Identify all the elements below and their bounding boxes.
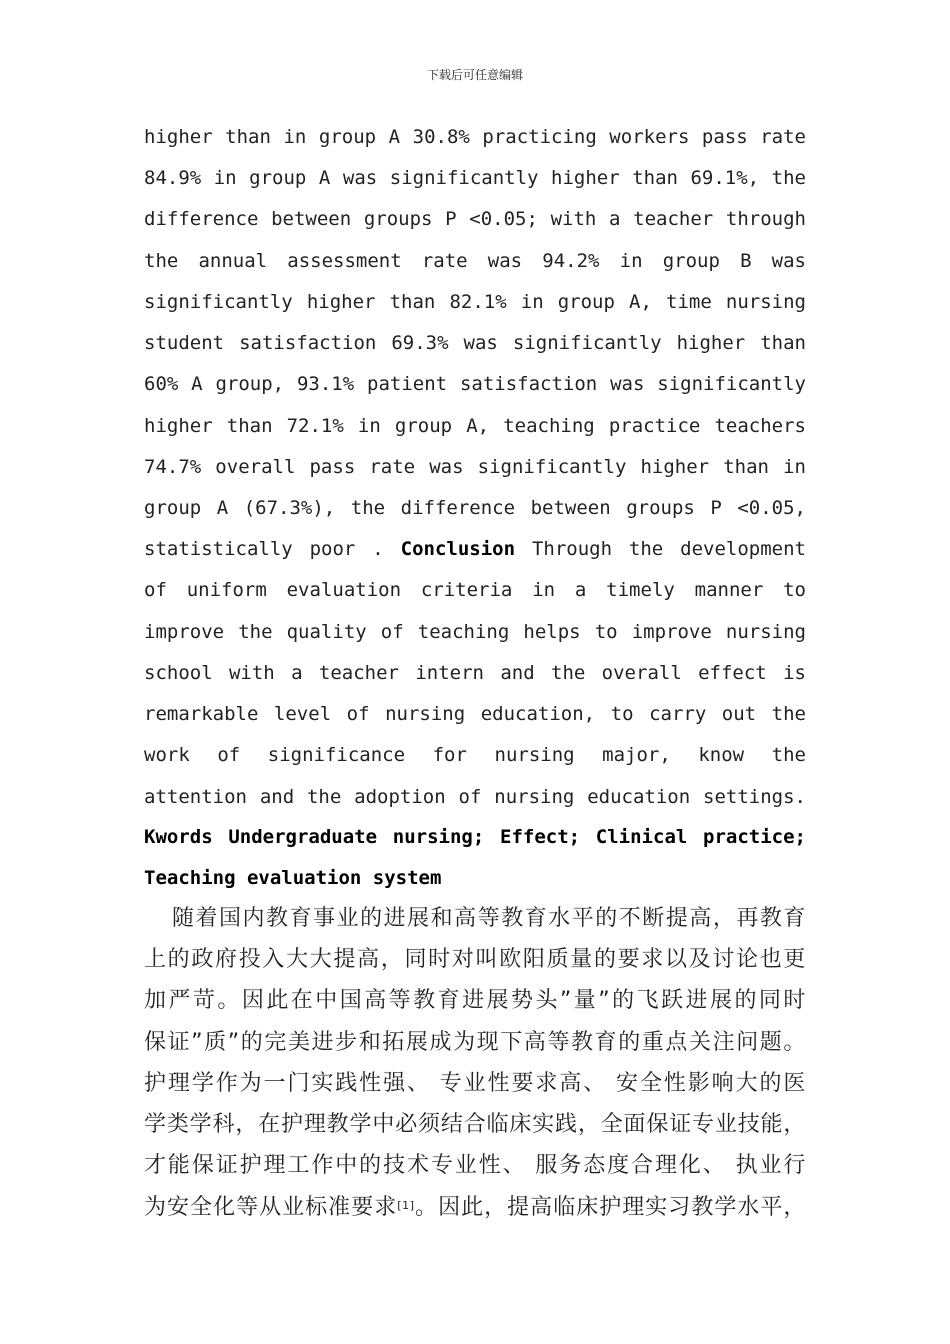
keywords-line: Teaching evaluation system (144, 867, 442, 889)
conclusion-body-line: school with a teacher intern and the overall effect is (144, 662, 806, 684)
abstract-line: 74.7% overall pass rate was significantly higher than in (144, 456, 806, 478)
chinese-text: 为安全化等从业标准要求 (144, 1195, 398, 1220)
chinese-text: 。因此，提高临床护理实习教学水平， (414, 1195, 807, 1220)
conclusion-body-line: improve the quality of teaching helps to improve nursing (144, 621, 806, 643)
conclusion-line (144, 538, 806, 560)
chinese-paragraph-line (144, 1195, 806, 1221)
conclusion-body-line: remarkable level of nursing education, to carry out the (144, 703, 806, 725)
abstract-line: higher than in group A 30.8% practicing workers pass rate (144, 126, 806, 148)
conclusion-post-text: Through the development (531, 538, 806, 560)
chinese-paragraph-line: 学类学科，在护理教学中必须结合临床实践，全面保证专业技能， (144, 1112, 806, 1137)
chinese-paragraph-line: 加严苛。因此在中国高等教育进展势头”量”的飞跃进展的同时 (144, 988, 806, 1013)
abstract-line: 84.9% in group A was significantly higher than 69.1%, the (144, 167, 806, 189)
citation-reference: [1] (397, 1199, 415, 1212)
abstract-line: difference between groups P <0.05; with a teacher through (144, 208, 806, 230)
chinese-paragraph-line: 护理学作为一门实践性强、 专业性要求高、 安全性影响大的医 (144, 1071, 806, 1096)
chinese-paragraph-line: 随着国内教育事业的进展和高等教育水平的不断提高，再教育 (172, 906, 806, 931)
abstract-line: the annual assessment rate was 94.2% in group B was (144, 250, 806, 272)
conclusion-pre-text: statistically poor . (144, 538, 384, 560)
chinese-paragraph-line: 保证”质”的完美进步和拓展成为现下高等教育的重点关注问题。 (144, 1030, 806, 1055)
abstract-line: group A (67.3%), the difference between groups P <0.05, (144, 497, 806, 519)
abstract-line: significantly higher than 82.1% in group A, time nursing (144, 291, 806, 313)
conclusion-body-line: of uniform evaluation criteria in a timely manner to (144, 579, 806, 601)
chinese-paragraph-line: 才能保证护理工作中的技术专业性、 服务态度合理化、 执业行 (144, 1153, 806, 1178)
abstract-line: student satisfaction 69.3% was significantly higher than (144, 332, 806, 354)
conclusion-label: Conclusion (400, 538, 516, 560)
page-header: 下载后可任意编辑 (426, 68, 523, 82)
abstract-line: higher than 72.1% in group A, teaching practice teachers (144, 415, 806, 437)
keywords-line: Kwords Undergraduate nursing; Effect; Clinical practice; (144, 826, 806, 848)
chinese-paragraph-line: 上的政府投入大大提高，同时对叫欧阳质量的要求以及讨论也更 (144, 947, 806, 972)
conclusion-body-line: work of significance for nursing major, know the (144, 744, 806, 766)
abstract-line: 60% A group, 93.1% patient satisfaction was significantly (144, 373, 806, 395)
conclusion-body-line: attention and the adoption of nursing education settings. (144, 786, 806, 808)
